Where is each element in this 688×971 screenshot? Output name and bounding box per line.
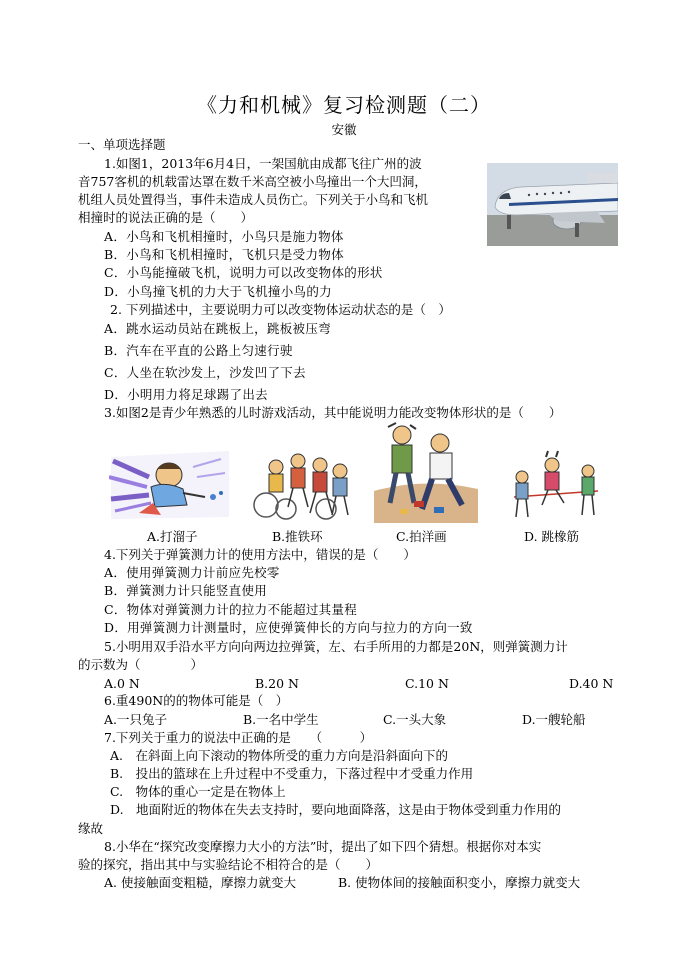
figure-2d-caption: D. 跳橡筋	[524, 529, 580, 544]
q1-line-2: 音757客机的机载雷达罩在数千米高空被小鸟撞出一个大凹洞，	[78, 174, 427, 189]
q1-option-c: C．小鸟能撞破飞机，说明力可以改变物体的形状	[104, 265, 383, 280]
q1-line-1: 1.如图1，2013年6月4日，一架国航由成都飞往广州的波	[104, 156, 422, 171]
page-title: 《力和机械》复习检测题（二）	[197, 93, 491, 117]
q7-option-d-continuation: 缘故	[78, 821, 104, 836]
q5-option-b: B.20 N	[255, 676, 299, 691]
q1-option-b: B．小鸟和飞机相撞时，飞机只是受力物体	[104, 247, 344, 262]
q7-option-c: C. 物体的重心一定是在物体上	[110, 784, 286, 799]
q8-option-b: B. 使物体间的接触面积变小，摩擦力就变大	[338, 875, 581, 890]
q4-option-b: B．弹簧测力计只能竖直使用	[104, 583, 268, 598]
q2-option-c: C．人坐在软沙发上，沙发凹了下去	[104, 365, 306, 380]
q4-stem: 4.下列关于弹簧测力计的使用方法中，错误的是（ ）	[104, 547, 416, 562]
figure-2c-card-slap-illustration	[374, 421, 478, 523]
page-subtitle: 安徽	[331, 122, 357, 137]
q6-stem: 6.重490N的的物体可能是（ ）	[104, 693, 289, 708]
q6-option-c: C.一头大象	[383, 712, 447, 727]
q3-stem: 3.如图2是青少年熟悉的儿时游戏活动，其中能说明力能改变物体形状的是（ ）	[104, 405, 562, 420]
q1-line-3: 机组人员处置得当，事件未造成人员伤亡。下列关于小鸟和飞机	[78, 192, 429, 207]
q4-option-c: C．物体对弹簧测力计的拉力不能超过其量程	[104, 602, 358, 617]
q7-stem: 7.下列关于重力的说法中正确的是 （ ）	[104, 730, 373, 745]
q7-option-d: D. 地面附近的物体在失去支持时，要向地面降落，这是由于物体受到重力作用的	[110, 802, 562, 817]
q4-option-a: A．使用弹簧测力计前应先校零	[104, 565, 280, 580]
q8-stem-line-1: 8.小华在“探究改变摩擦力大小的方法”时，提出了如下四个猜想。根据你对本实	[104, 839, 542, 854]
q2-option-a: A．跳水运动员站在跳板上，跳板被压弯	[104, 321, 331, 336]
q4-option-d: D．用弹簧测力计测量时，应使弹簧伸长的方向与拉力的方向一致	[104, 620, 473, 635]
figure-2d-elastic-jump-illustration	[508, 447, 604, 523]
figure-2b-caption: B.推铁环	[272, 529, 323, 544]
q5-option-d: D.40 N	[569, 676, 614, 691]
q5-stem-line-2: 的示数为（ ）	[78, 657, 204, 672]
q6-option-d: D.一艘轮船	[522, 712, 586, 727]
q1-line-4: 相撞时的说法正确的是（ ）	[78, 210, 254, 225]
q2-option-d: D．小明用力将足球踢了出去	[104, 387, 268, 402]
q2-option-b: B．汽车在平直的公路上匀速行驶	[104, 343, 293, 358]
q2-stem: 2. 下列描述中，主要说明力可以改变物体运动状态的是（ ）	[110, 302, 451, 317]
figure-2a-caption: A.打溜子	[147, 529, 198, 544]
figure-2b-hoop-illustration	[248, 447, 354, 523]
q5-option-a: A.0 N	[104, 676, 140, 691]
q1-option-a: A．小鸟和飞机相撞时，小鸟只是施力物体	[104, 229, 344, 244]
q1-option-d: D．小鸟撞飞机的力大于飞机撞小鸟的力	[104, 284, 332, 299]
q6-option-b: B.一名中学生	[243, 712, 319, 727]
figure-2a-marbles-illustration	[109, 447, 231, 523]
section-heading: 一、单项选择题	[78, 137, 166, 152]
q5-stem-line-1: 5.小明用双手沿水平方向向两边拉弹簧，左、右手所用的力都是20N，则弹簧测力计	[104, 639, 568, 654]
q8-option-a: A. 使接触面变粗糙，摩擦力就变大	[104, 875, 296, 890]
figure-1-airplane-photo	[487, 163, 618, 246]
q6-option-a: A.一只兔子	[104, 712, 168, 727]
q7-option-b: B. 投出的篮球在上升过程中不受重力，下落过程中才受重力作用	[110, 766, 474, 781]
q7-option-a: A. 在斜面上向下滚动的物体所受的重力方向是沿斜面向下的	[110, 748, 449, 763]
q8-stem-line-2: 验的探究，指出其中与实验结论不相符合的是（ ）	[78, 857, 379, 872]
figure-2c-caption: C.拍洋画	[396, 529, 447, 544]
q5-option-c: C.10 N	[405, 676, 449, 691]
